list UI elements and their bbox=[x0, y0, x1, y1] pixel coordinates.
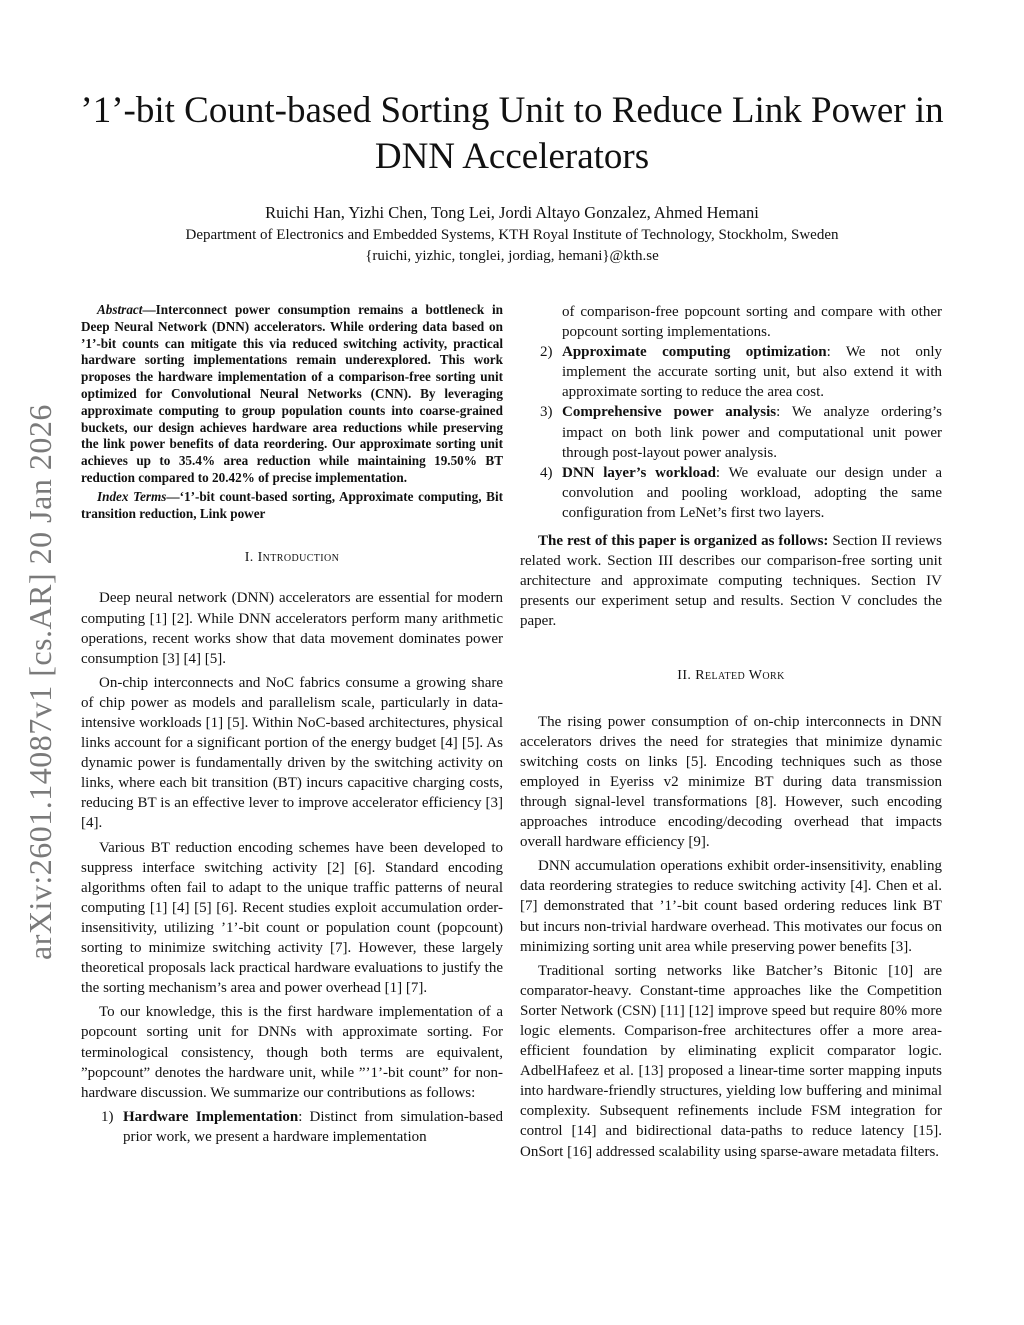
author-list: Ruichi Han, Yizhi Chen, Tong Lei, Jordi Altayo Gonzalez, Ahmed Hemani bbox=[265, 203, 759, 222]
intro-paragraph-2: On-chip interconnects and NoC fabrics consume a growing share of chip power as models and parallelism scale, particularly in data-intensive workloads [1] [5]. Within NoC-based architectures, physical links account for a significant portion of the energy budget [4] [5]. As dynamic power is fundamentally driven by the switching activity on links, where each bit transition (BT) incurs capacitive charging costs, reducing BT is an effective lever to improve accelerator efficiency [3] [4]. bbox=[81, 674, 503, 832]
list-number: 4) bbox=[540, 464, 553, 481]
organization-lead: The rest of this paper is organized as follows: bbox=[538, 533, 829, 550]
contribution-text: : We not only implement the accurate sorting unit, but also extend it with approximate sorting to reduce the area cost. bbox=[562, 344, 942, 401]
left-column bbox=[81, 302, 503, 1147]
index-terms bbox=[81, 489, 503, 523]
abstract-label: Abstract bbox=[97, 302, 143, 317]
right-column bbox=[520, 302, 942, 1166]
contribution-heading: Comprehensive power analysis bbox=[562, 404, 777, 421]
author-emails: {ruichi, yizhic, tonglei, jordiag, hemani}@kth.se bbox=[365, 248, 659, 264]
contribution-heading: Approximate computing optimization bbox=[562, 344, 827, 361]
list-number: 2) bbox=[540, 344, 553, 361]
section-number: I. bbox=[244, 550, 254, 566]
intro-paragraph-1: Deep neural network (DNN) accelerators are essential for modern computing [1] [2]. While DNN accelerators perform many arithmetic operations, recent works show that data movement dominates power consumption [3] [4] [5]. bbox=[81, 590, 503, 667]
list-number: 1) bbox=[101, 1108, 114, 1125]
section-heading-related-work bbox=[520, 666, 942, 686]
abstract-text: —Interconnect power consumption remains a bottleneck in Deep Neural Network (DNN) accelerators. While ordering data based on ’1’-bit counts can mitigate this via reduced switching activity, practical hardware sorting implementations remain underexplored. This work proposes the hardware implementation of a comparison-free sorting unit optimized for Convolutional Neural Networks (CNN). By leveraging approximate computing to group population counts into coarse-grained buckets, our design achieves hardware area reductions while preserving the link power benefits of data reordering. Our approximate sorting unit achieves up to 35.4% area reduction while maintaining 19.50% BT reduction compared to 20.42% of precise implementation. bbox=[81, 302, 503, 485]
list-item bbox=[81, 1107, 503, 1147]
related-paragraph-3: Traditional sorting networks like Batcher’s Bitonic [10] are comparator-heavy. Constant-time approaches like the Competition Sorter Network (CSN) [11] [12] improve speed but require 80% more logic elements. Comparison-free architectures offer a more area-efficient foundation by eliminating explicit comparator logic. AdbelHafeez et al. [13] proposed a linear-time sorter mapping inputs into hardware-friendly structures, yielding low buffering and minimal complexity. Subsequent refinements include FSM integration for control [14] and bidirectional data-paths to reduce latency [15]. OnSort [16] addressed scalability using sparse-aware metadata filters. bbox=[520, 962, 942, 1160]
section-title: Introduction bbox=[257, 550, 340, 566]
contribution-heading: Hardware Implementation bbox=[123, 1108, 299, 1125]
related-paragraph-1: The rising power consumption of on-chip interconnects in DNN accelerators drives the need for strategies that minimize dynamic switching costs on links [5]. Encoding techniques such as those employed in Eyeriss v2 minimize BT during data transmission through signal-level transformations [8]. However, such encoding approaches introduce encoding/decoding overhead that impacts overall hardware efficiency [9]. bbox=[520, 713, 942, 851]
contribution-text: : We evaluate our design under a convolution and pooling workload, adopting the same configuration from LeNet’s first two layers. bbox=[562, 464, 942, 521]
intro-paragraph-3: Various BT reduction encoding schemes have been developed to suppress interface switching activity [2] [6]. Standard encoding algorithms often fail to adapt to the unique traffic patterns of neural computing [1] [4] [5] [6]. Recent studies exploit accumulation order-insensitivity, utilizing ’1’-bit count or population count (popcount) sorting to minimize switching activity [7]. However, these largely theoretical proposals lack practical hardware evaluations to justify the the sorting mechanism’s area and power overhead [1] [7]. bbox=[81, 839, 503, 997]
abstract bbox=[81, 302, 503, 487]
index-terms-text: —‘1’-bit count-based sorting, Approximate computing, Bit transition reduction, Link power bbox=[81, 488, 503, 521]
contribution-continuation: of comparison-free popcount sorting and compare with other popcount sorting implementations. bbox=[562, 304, 942, 341]
intro-paragraph-4: To our knowledge, this is the first hardware implementation of a popcount sorting unit for DNNs with approximate sorting. For terminological consistency, though both terms are equivalent, ”popcount” denotes the hardware unit, while ”’1’-bit count” for non-hardware discussion. We summarize our contributions as follows: bbox=[81, 1004, 503, 1101]
section-heading-introduction bbox=[81, 548, 503, 568]
organization-text: Section II reviews related work. Section III describes our comparison-free sorting unit architecture and approximate computing techniques. Section IV presents our experiment setup and results. Section V concludes the paper. bbox=[520, 533, 942, 630]
section-title: Related Work bbox=[695, 667, 785, 683]
list-item bbox=[520, 463, 942, 523]
contribution-text: : Distinct from simulation-based prior work, we present a hardware implementation bbox=[123, 1108, 503, 1145]
contribution-heading: DNN layer’s workload bbox=[562, 464, 716, 481]
index-terms-label: Index Terms bbox=[97, 488, 167, 504]
paper-title: ’1’-bit Count-based Sorting Unit to Reduce Link Power in DNN Accelerators bbox=[80, 90, 944, 177]
organization-paragraph bbox=[520, 531, 942, 631]
related-paragraph-2: DNN accumulation operations exhibit order-insensitivity, enabling data reordering strategies to reduce switching activity [4]. Chen et al. [7] demonstrated that ’1’-bit count based ordering reduces link BT but incurs non-trivial hardware overhead. This motivates our focus on minimizing sorting unit area while preserving power benefits [3]. bbox=[520, 858, 942, 955]
contribution-list bbox=[81, 1107, 503, 1147]
section-number: II. bbox=[677, 667, 692, 683]
list-item bbox=[520, 342, 942, 402]
contribution-text: : We analyze ordering’s impact on both link power and computational unit power through post-layout power analysis. bbox=[562, 404, 942, 461]
contribution-list-continued bbox=[520, 342, 942, 523]
arxiv-identifier-stamp: arXiv:2601.14087v1 [cs.AR] 20 Jan 2026 bbox=[22, 404, 58, 960]
list-number: 3) bbox=[540, 404, 553, 421]
list-item bbox=[520, 402, 942, 462]
author-affiliation: Department of Electronics and Embedded Systems, KTH Royal Institute of Technology, Stockholm, Sweden bbox=[185, 227, 839, 243]
